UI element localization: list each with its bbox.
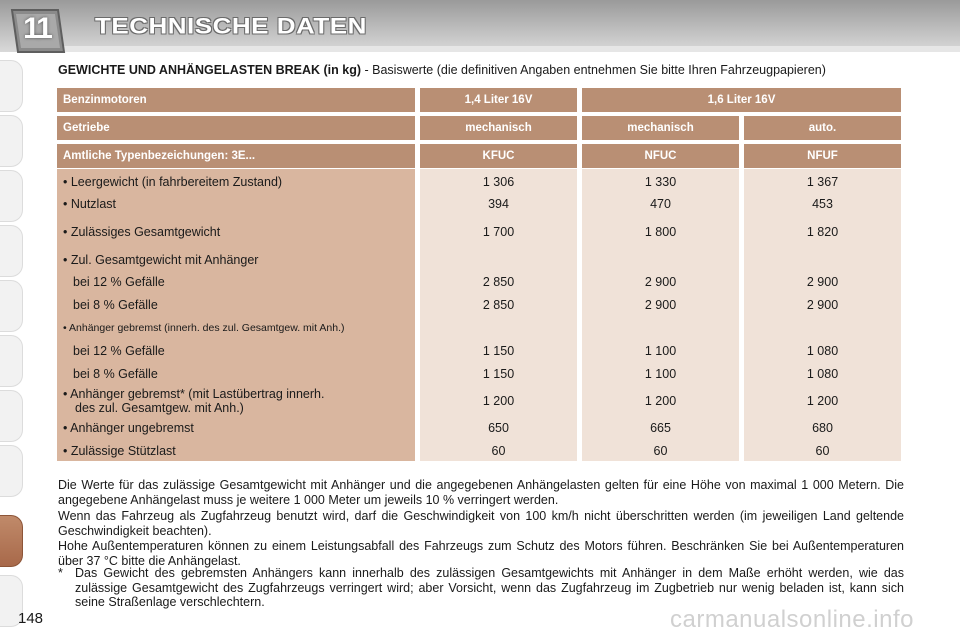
row-value: 2 850 (482, 275, 515, 289)
row-value: 453 (812, 197, 833, 211)
row-label: bei 12 % Gefälle (73, 275, 165, 289)
row-label: bei 8 % Gefälle (73, 298, 158, 312)
row-value: 1 306 (482, 175, 515, 189)
row-value: 60 (491, 444, 506, 458)
chapter-tab[interactable] (0, 115, 23, 167)
note-altitude: Die Werte für das zulässige Gesamtgewicht mit Anhänger und die angegebenen Anhängelasten gelten für eine Höhe von maximal 1 000 Metern. Die angegebene Anhängelast muss je weitere 1 000 Meter um jeweils 10 % verringert werden. (58, 478, 904, 507)
engine-label: Benzinmotoren (57, 88, 415, 112)
row-value: 1 820 (806, 225, 839, 239)
row-value: 60 (815, 444, 830, 458)
section-heading (58, 63, 918, 77)
row-value: 665 (650, 421, 671, 435)
row-value: 60 (653, 444, 668, 458)
row-value: 680 (812, 421, 833, 435)
chapter-tab[interactable] (0, 170, 23, 222)
gearbox-label: Getriebe (57, 116, 415, 140)
watermark: carmanualsonline.info (670, 606, 914, 633)
row-label: • Leergewicht (in fahrbereitem Zustand) (63, 175, 283, 189)
gearbox-2: mechanisch (582, 116, 739, 140)
row-value: 1 080 (806, 344, 839, 358)
label-column (57, 169, 415, 461)
row-label: • Zulässiges Gesamtgewicht (63, 225, 221, 239)
engine-2: 1,6 Liter 16V (582, 88, 901, 112)
row-label: • Nutzlast (63, 197, 117, 211)
footnote-text: Das Gewicht des gebremsten Anhängers kann innerhalb des zulässigen Gesamtgewichts mit Anhänger in dem Maße erhöht werden, wie das zulässige Gesamtgewicht des Zugfahrzeugs verringert wird; aber Vorsicht, wenn das Zugfahrzeug im Zugbetrieb nur wenig beladen ist, kann sich seine Straßenlage verschlechtern. (75, 566, 904, 609)
row-value: 1 150 (482, 344, 515, 358)
row-value: 1 150 (482, 367, 515, 381)
chapter-tab-rail (0, 60, 30, 630)
row-label: bei 8 % Gefälle (73, 367, 158, 381)
type-2: NFUC (582, 144, 739, 168)
row-label-continued: des zul. Gesamtgew. mit Anh.) (75, 401, 244, 415)
note-temperature: Hohe Außentemperaturen können zu einem Leistungsabfall des Fahrzeugs zum Schutz des Motors führen. Beschränken Sie bei Außentemperaturen über 37 °C bitte die Anhängelast. (58, 539, 904, 568)
value-column-3 (744, 169, 901, 461)
footnote-marker: * (58, 566, 63, 580)
chapter-tab[interactable] (0, 280, 23, 332)
type-3: NFUF (744, 144, 901, 168)
chapter-tab-active[interactable] (0, 515, 23, 567)
row-label: • Zul. Gesamtgewicht mit Anhänger (63, 253, 259, 267)
row-label: • Anhänger gebremst* (mit Lastübertrag innerh. (63, 387, 325, 401)
row-value: 1 367 (806, 175, 839, 189)
chapter-tab[interactable] (0, 390, 23, 442)
note-speed: Wenn das Fahrzeug als Zugfahrzeug benutzt wird, darf die Geschwindigkeit von 100 km/h nicht überschritten werden (im jeweiligen Land geltende Geschwindigkeit beachten). (58, 509, 904, 538)
value-column-2 (582, 169, 739, 461)
row-value: 2 900 (644, 298, 677, 312)
row-value: 1 080 (806, 367, 839, 381)
chapter-number: 11 (23, 12, 51, 45)
row-value: 1 800 (644, 225, 677, 239)
section-heading-rest: - Basiswerte (die definitiven Angaben entnehmen Sie bitte Ihren Fahrzeugpapieren) (361, 63, 826, 77)
type-1: KFUC (420, 144, 577, 168)
header-underline (60, 46, 960, 52)
row-value: 394 (488, 197, 509, 211)
row-label: • Anhänger gebremst (innerh. des zul. Gesamtgew. mit Anh.) (63, 322, 345, 334)
row-value: 650 (488, 421, 509, 435)
row-label: • Anhänger ungebremst (63, 421, 194, 435)
gearbox-3: auto. (744, 116, 901, 140)
page-number: 148 (18, 610, 44, 627)
row-value: 2 850 (482, 298, 515, 312)
row-label: bei 12 % Gefälle (73, 344, 165, 358)
chapter-tab[interactable] (0, 335, 23, 387)
row-value: 2 900 (806, 298, 839, 312)
type-label: Amtliche Typenbezeichungen: 3E... (57, 144, 415, 168)
row-value: 2 900 (806, 275, 839, 289)
value-column-1 (420, 169, 577, 461)
engine-1: 1,4 Liter 16V (420, 88, 577, 112)
row-value: 1 100 (644, 344, 677, 358)
row-value: 1 330 (644, 175, 677, 189)
row-value: 1 200 (806, 394, 839, 408)
chapter-tab[interactable] (0, 225, 23, 277)
chapter-tab[interactable] (0, 60, 23, 112)
section-heading-bold: GEWICHTE UND ANHÄNGELASTEN BREAK (in kg) (58, 63, 362, 77)
page-title: TECHNISCHE DATEN (95, 13, 367, 39)
gearbox-1: mechanisch (420, 116, 577, 140)
row-value: 2 900 (644, 275, 677, 289)
row-value: 1 700 (482, 225, 515, 239)
row-value: 1 200 (644, 394, 677, 408)
row-value: 1 200 (482, 394, 515, 408)
row-label: • Zulässige Stützlast (63, 444, 176, 458)
chapter-badge (8, 6, 66, 56)
row-value: 1 100 (644, 367, 677, 381)
chapter-tab[interactable] (0, 445, 23, 497)
row-value: 470 (650, 197, 671, 211)
